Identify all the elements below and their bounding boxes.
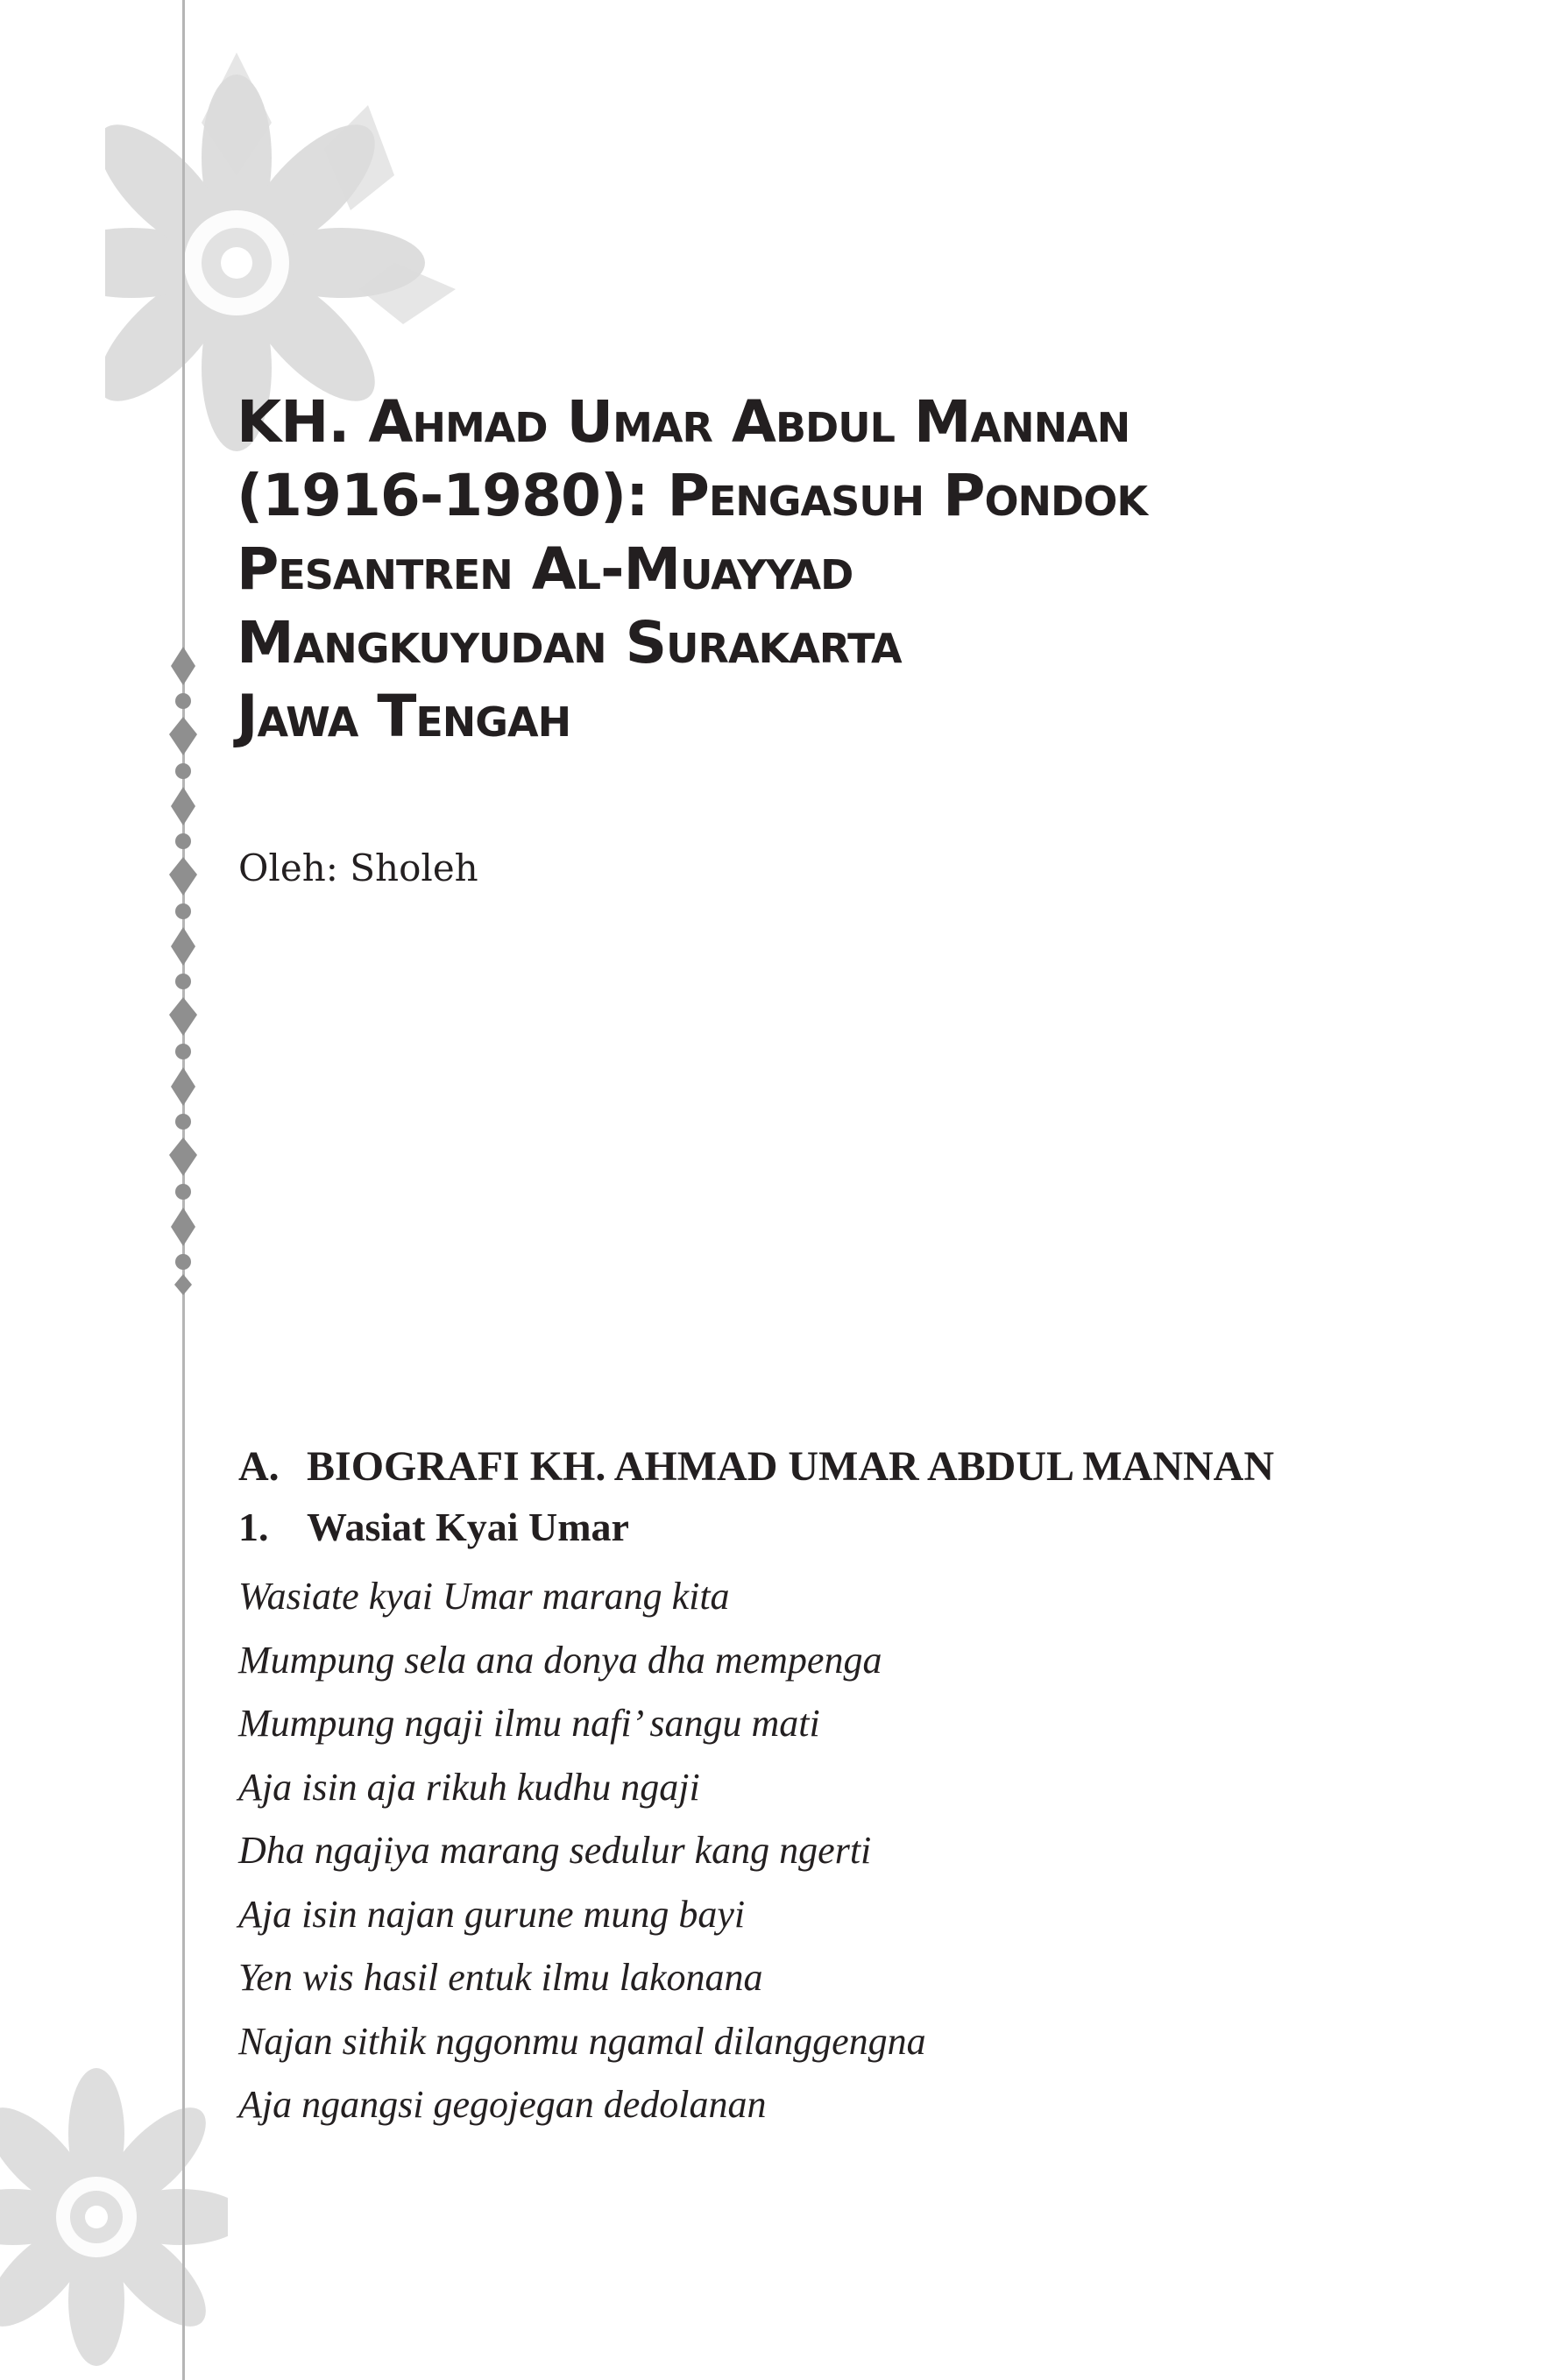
poem-line: Yen wis hasil entuk ilmu lakonana: [238, 1956, 763, 1999]
chapter-title: [237, 386, 1376, 754]
section-number: A.: [238, 1443, 280, 1490]
subsection-heading: [238, 1504, 629, 1550]
poem-line: Aja ngangsi gegojegan dedolanan: [238, 2083, 767, 2126]
title-line: Pesantren Al-Muayyad: [237, 535, 853, 603]
title-line: (1916-1980): Pengasuh Pondok: [237, 462, 1147, 529]
ornamental-chain-icon: [161, 647, 205, 1295]
poem-line: Aja isin najan gurune mung bayi: [238, 1892, 746, 1936]
author-byline: Oleh: Sholeh: [238, 846, 478, 889]
bottom-floral-ornament-icon: [0, 2042, 228, 2380]
subsection-number: 1.: [238, 1505, 269, 1549]
poem-line: Aja isin aja rikuh kudhu ngaji: [238, 1765, 700, 1809]
subsection-title: Wasiat Kyai Umar: [307, 1505, 629, 1549]
poem: [238, 1565, 1377, 2137]
title-line: KH. Ahmad Umar Abdul Mannan: [237, 388, 1130, 456]
poem-line: Najan sithik nggonmu ngamal dilanggengna: [238, 2019, 926, 2063]
title-line: Jawa Tengah: [237, 683, 571, 750]
section-title: BIOGRAFI KH. AHMAD UMAR ABDUL MANNAN: [307, 1443, 1274, 1490]
poem-line: Wasiate kyai Umar marang kita: [238, 1575, 730, 1618]
title-line: Mangkuyudan Surakarta: [237, 609, 902, 676]
poem-line: Dha ngajiya marang sedulur kang ngerti: [238, 1829, 872, 1872]
poem-line: Mumpung sela ana donya dha mempenga: [238, 1638, 882, 1682]
section-heading: [238, 1442, 1274, 1491]
poem-line: Mumpung ngaji ilmu nafi’ sangu mati: [238, 1702, 820, 1745]
